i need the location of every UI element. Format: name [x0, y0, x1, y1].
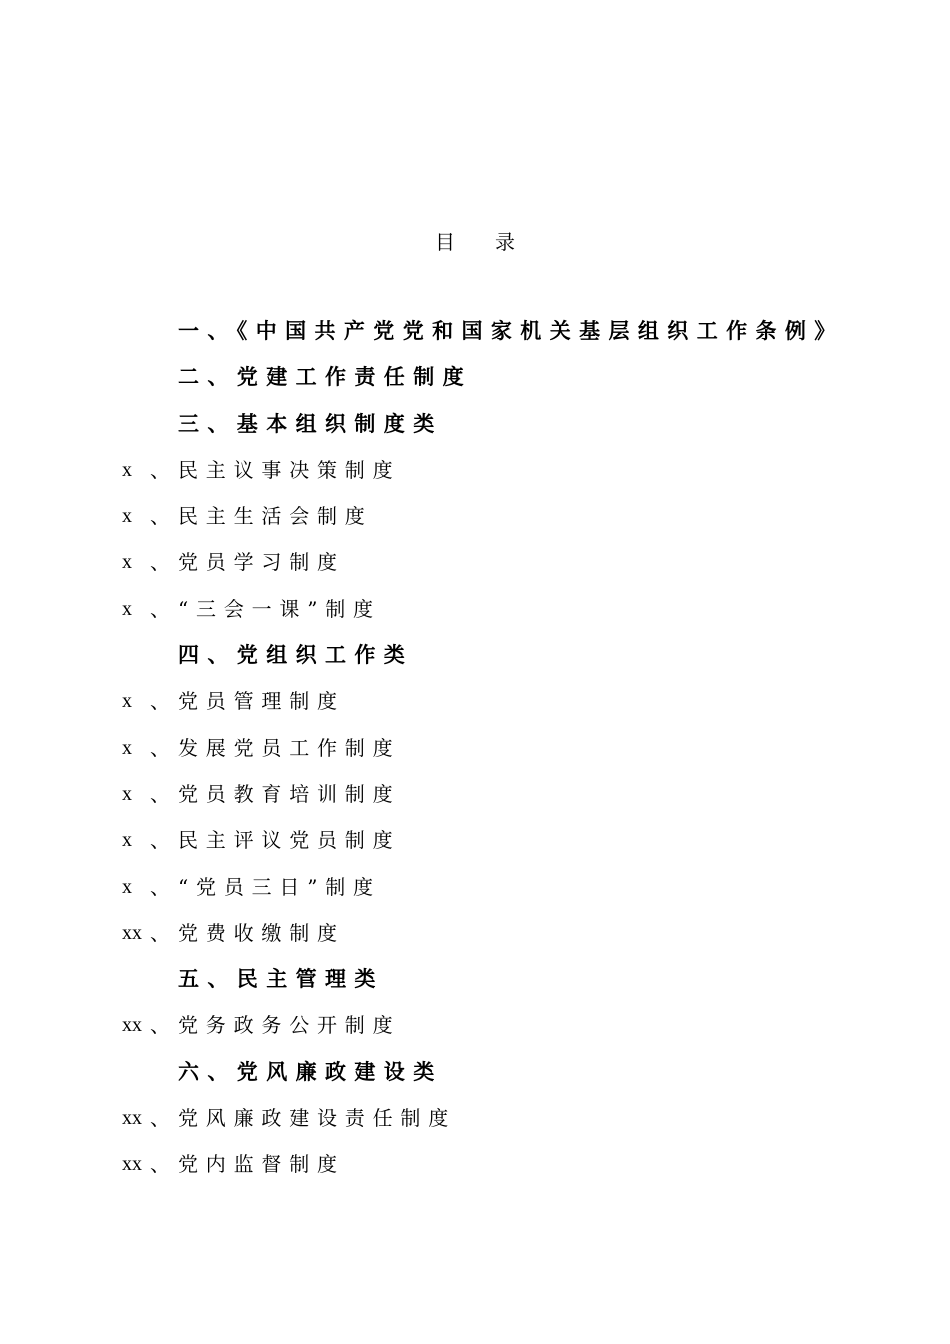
toc-section-heading: 三、基本组织制度类 — [178, 410, 443, 436]
toc-entry-number: x — [122, 597, 132, 620]
toc-entry — [0, 779, 950, 825]
toc-section-heading: 四、党组织工作类 — [178, 642, 414, 668]
toc-section-heading: 六、党风廉政建设类 — [178, 1058, 443, 1084]
toc-entry-number: xx — [122, 1153, 142, 1176]
toc-entry-separator: 、 — [150, 828, 170, 853]
toc-entry-number: x — [122, 505, 132, 528]
toc-entry-text: 民主议事决策制度 — [178, 457, 401, 482]
toc-entry-number: x — [122, 551, 132, 574]
toc-entry-number: x — [122, 690, 132, 713]
toc-entry-separator: 、 — [150, 1152, 170, 1177]
page-title — [0, 226, 950, 255]
toc-entry-number: x — [122, 736, 132, 759]
toc-entry-number: xx — [122, 1014, 142, 1037]
toc-entry — [0, 455, 950, 501]
toc-entry-text: 民主生活会制度 — [178, 504, 373, 529]
toc-entry-text: 党员管理制度 — [178, 689, 345, 714]
toc-entry-text: 民主评议党员制度 — [178, 828, 401, 853]
toc-entry-number: x — [122, 875, 132, 898]
toc-entry — [0, 733, 950, 779]
toc-entry-number: x — [122, 782, 132, 805]
toc-entry-separator: 、 — [150, 596, 170, 621]
toc-entry-separator: 、 — [150, 689, 170, 714]
toc-entry — [0, 918, 950, 964]
toc-entry — [0, 686, 950, 732]
toc-entry-text: “党员三日”制度 — [178, 874, 381, 899]
toc-entry-number: xx — [122, 1107, 142, 1130]
toc-section-heading: 二、党建工作责任制度 — [178, 364, 472, 390]
toc-entry-separator: 、 — [150, 781, 170, 806]
toc-entry-number: x — [122, 458, 132, 481]
toc-entry-separator: 、 — [150, 920, 170, 945]
toc-entry — [0, 1103, 950, 1149]
toc-entry-text: 党员教育培训制度 — [178, 781, 401, 806]
toc-section-heading: 一、《中国共产党党和国家机关基层组织工作条例》 — [178, 318, 844, 343]
toc-entry — [0, 1149, 950, 1195]
toc-entry-separator: 、 — [150, 550, 170, 575]
toc-entry — [0, 547, 950, 593]
toc-entry — [0, 825, 950, 871]
toc-entry-number: xx — [122, 921, 142, 944]
title-char-2: 录 — [495, 230, 515, 254]
toc-entry-text: 党员学习制度 — [178, 550, 345, 575]
toc-entry-separator: 、 — [150, 457, 170, 482]
toc-entry-number: x — [122, 829, 132, 852]
toc-entry-text: “三会一课”制度 — [178, 596, 381, 621]
toc-section-heading: 五、民主管理类 — [178, 966, 384, 992]
toc-entry — [0, 501, 950, 547]
toc-entry-separator: 、 — [150, 874, 170, 899]
toc-entry-text: 党风廉政建设责任制度 — [178, 1106, 456, 1131]
title-char-1: 目 — [435, 230, 455, 254]
toc-entry-separator: 、 — [150, 735, 170, 760]
table-of-contents — [0, 316, 950, 1196]
toc-entry-text: 党内监督制度 — [178, 1152, 345, 1177]
toc-entry-text: 发展党员工作制度 — [178, 735, 401, 760]
toc-entry — [0, 872, 950, 918]
toc-entry-separator: 、 — [150, 1106, 170, 1131]
toc-entry — [0, 594, 950, 640]
toc-entry — [0, 1010, 950, 1056]
toc-entry-text: 党费收缴制度 — [178, 920, 345, 945]
toc-entry-separator: 、 — [150, 504, 170, 529]
toc-entry-text: 党务政务公开制度 — [178, 1013, 401, 1038]
toc-entry-separator: 、 — [150, 1013, 170, 1038]
